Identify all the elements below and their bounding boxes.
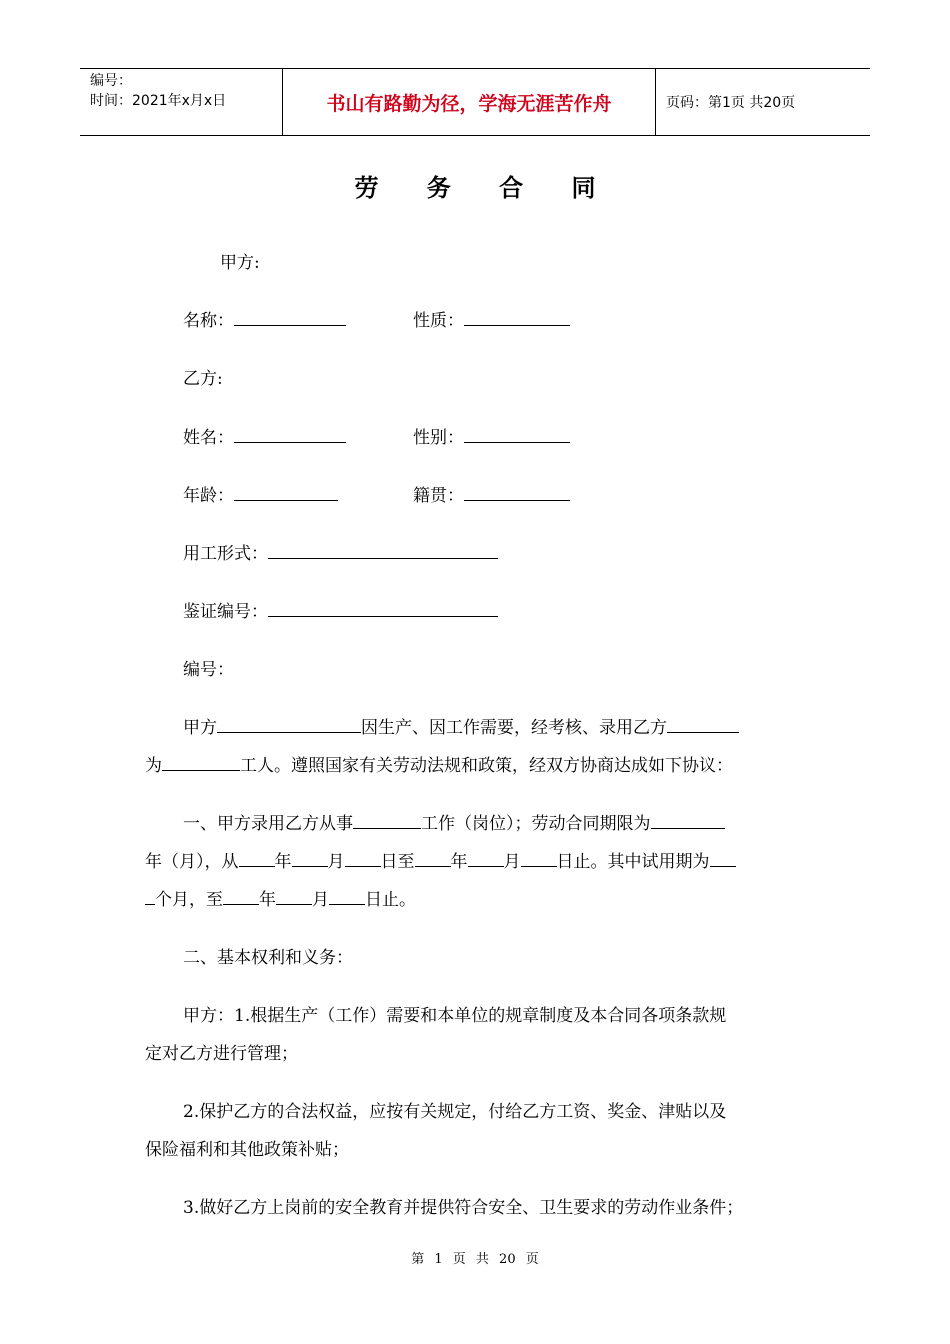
clause1-blank-5 [345, 852, 381, 867]
cert-blank [268, 602, 498, 617]
clause1-d: 年 [274, 852, 292, 872]
number-label: 编号： [183, 660, 234, 680]
a3-line1: 3.做好乙方上岗前的安全教育并提供符合安全、卫生要求的劳动作业条件； [183, 1198, 744, 1218]
para1-blank-1 [217, 718, 361, 733]
a1-line1: 甲方：1.根据生产（工作）需要和本单位的规章制度及本合同各项条款规 [183, 1006, 727, 1026]
party-b-label: 乙方: [183, 369, 223, 389]
clause1-m: 日止。 [365, 890, 416, 910]
para1-blank-2 [667, 718, 739, 733]
clause1-line1 [183, 809, 725, 834]
clause1-blank-3 [239, 852, 275, 867]
header-motto-cell [282, 69, 656, 135]
nature-blank [464, 311, 570, 326]
para1-line1 [183, 713, 739, 738]
para1-d: 工人。遵照国家有关劳动法规和政策，经双方协商达成如下协议： [240, 756, 733, 776]
clause1-l: 月 [312, 890, 329, 910]
name-field [183, 306, 346, 331]
page-header [80, 68, 870, 136]
header-left [80, 69, 282, 135]
clause1-h: 月 [503, 852, 521, 872]
clause1-c: 年（月），从 [145, 852, 239, 872]
para1-a: 甲方 [183, 718, 217, 738]
name-blank [234, 311, 346, 326]
clause1-blank-4 [292, 852, 328, 867]
a2-line1: 2.保护乙方的合法权益，应按有关规定，付给乙方工资、奖金、津贴以及 [183, 1102, 727, 1122]
clause1-blank-8 [521, 852, 557, 867]
clause1-blank-12 [276, 890, 312, 905]
clause1-line2 [145, 847, 736, 872]
origin-blank [464, 486, 570, 501]
employment-label: 用工形式： [183, 544, 268, 564]
clause1-k: 年 [259, 890, 276, 910]
clause1-g: 年 [450, 852, 468, 872]
clause1-line3 [145, 885, 416, 910]
name-label: 名称： [183, 311, 234, 331]
clause2-heading: 二、基本权利和义务： [183, 948, 353, 968]
header-page-info: 页码：第1页 共20页 [666, 95, 796, 111]
clause1-blank-10 [145, 890, 155, 905]
clause1-blank-6 [415, 852, 451, 867]
para1-blank-3 [162, 756, 240, 771]
party-a-label: 甲方: [220, 253, 260, 273]
header-time-label: 时间：2021年x月x日 [90, 93, 227, 109]
clause1-j: 个月，至 [155, 890, 223, 910]
para1-line2 [145, 751, 733, 776]
para1-c: 为 [145, 756, 162, 776]
gender-label: 性别： [413, 428, 464, 448]
para1-b: 因生产、因工作需要，经考核、录用乙方 [361, 718, 667, 738]
header-number-label: 编号： [90, 73, 132, 89]
fullname-label: 姓名： [183, 428, 234, 448]
clause1-blank-13 [329, 890, 365, 905]
gender-blank [464, 428, 570, 443]
age-blank [234, 486, 338, 501]
nature-label: 性质： [413, 311, 464, 331]
fullname-blank [234, 428, 346, 443]
cert-field [183, 597, 498, 622]
age-field [183, 481, 338, 506]
clause1-b: 工作（岗位）；劳动合同期限为 [421, 814, 651, 834]
a1-line2: 定对乙方进行管理； [145, 1044, 298, 1064]
cert-label: 鉴证编号： [183, 602, 268, 622]
clause1-i: 日止。其中试用期为 [556, 852, 710, 872]
clause1-blank-2 [651, 814, 725, 829]
employment-blank [268, 544, 498, 559]
employment-field [183, 539, 498, 564]
fullname-field [183, 423, 346, 448]
origin-label: 籍贯： [413, 486, 464, 506]
clause1-f: 日至 [380, 852, 415, 872]
clause1-blank-1 [353, 814, 421, 829]
header-motto: 书山有路勤为径，学海无涯苦作舟 [326, 92, 612, 115]
clause1-blank-11 [223, 890, 259, 905]
gender-field [413, 423, 570, 448]
page-footer: 第 1 页 共 20 页 [411, 1252, 539, 1267]
clause1-blank-9 [710, 852, 736, 867]
nature-field [413, 306, 570, 331]
clause1-a: 一、甲方录用乙方从事 [183, 814, 353, 834]
document-title: 劳 务 合 同 [354, 173, 616, 202]
a2-line2: 保险福利和其他政策补贴； [145, 1140, 349, 1160]
clause1-blank-7 [468, 852, 504, 867]
clause1-e: 月 [327, 852, 345, 872]
origin-field [413, 481, 570, 506]
age-label: 年龄： [183, 486, 234, 506]
